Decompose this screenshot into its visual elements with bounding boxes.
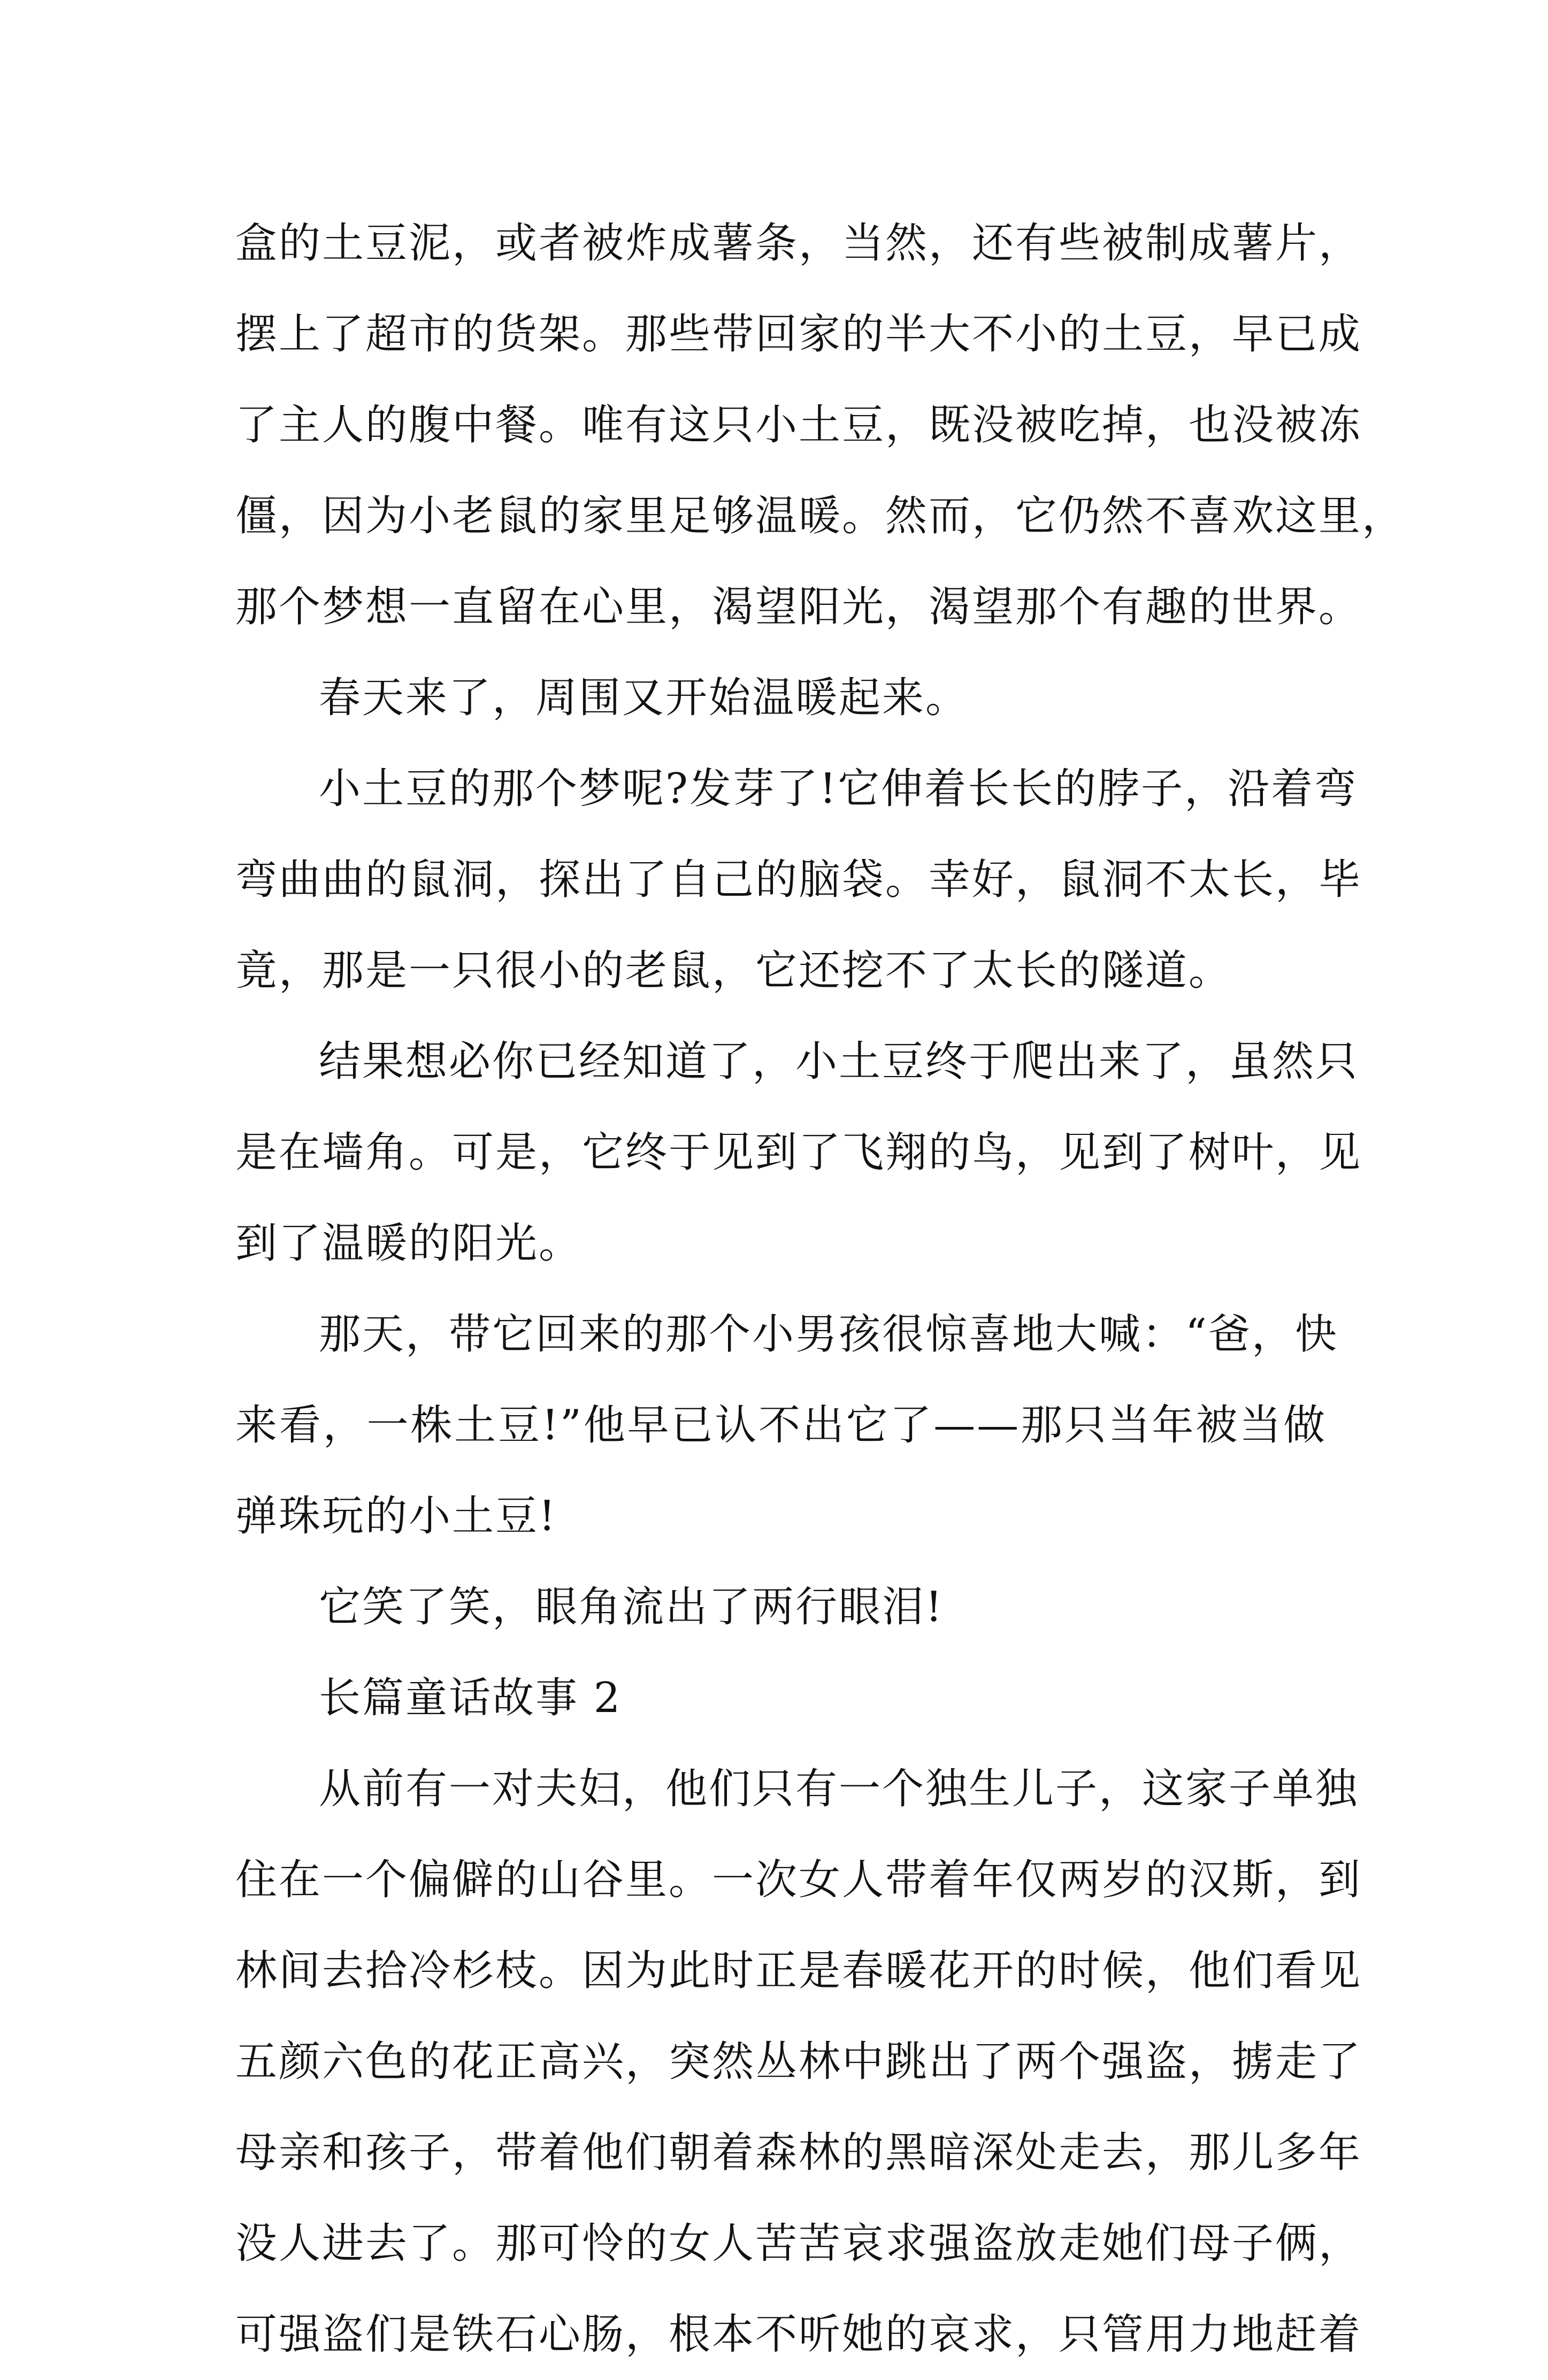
paragraph-first-line: 那天，带它回来的那个小男孩很惊喜地大喊：“爸，快 bbox=[319, 1310, 1338, 1358]
paragraph-first-line: 从前有一对夫妇，他们只有一个独生儿子，这家子单独 bbox=[319, 1765, 1359, 1813]
text-line: 到了温暖的阳光。 bbox=[235, 1219, 583, 1268]
text-line: 弯曲曲的鼠洞，探出了自己的脑袋。幸好，鼠洞不太长，毕 bbox=[235, 856, 1362, 904]
paragraph-first-line: 小土豆的那个梦呢?发芽了!它伸着长长的脖子，沿着弯 bbox=[319, 765, 1358, 813]
text-line: 盒的土豆泥，或者被炸成薯条，当然，还有些被制成薯片， bbox=[235, 219, 1362, 267]
text-line: 那个梦想一直留在心里，渴望阳光，渴望那个有趣的世界。 bbox=[235, 583, 1362, 631]
text-line: 林间去拾冷杉枝。因为此时正是春暖花开的时候，他们看见 bbox=[235, 1947, 1362, 1995]
text-line: 僵，因为小老鼠的家里足够温暖。然而，它仍然不喜欢这里， bbox=[235, 492, 1406, 540]
text-line: 来看，一株土豆!”他早已认不出它了——那只当年被当做 bbox=[235, 1401, 1327, 1449]
text-line: 五颜六色的花正高兴，突然丛林中跳出了两个强盗，掳走了 bbox=[235, 2038, 1362, 2086]
text-line: 母亲和孩子，带着他们朝着森林的黑暗深处走去，那儿多年 bbox=[235, 2129, 1362, 2177]
paragraph-first-line: 长篇童话故事 2 bbox=[319, 1674, 622, 1722]
text-line: 是在墙角。可是，它终于见到了飞翔的鸟，见到了树叶，见 bbox=[235, 1128, 1362, 1177]
paragraph-first-line: 结果想必你已经知道了，小土豆终于爬出来了，虽然只 bbox=[319, 1038, 1359, 1086]
text-line: 竟，那是一只很小的老鼠，它还挖不了太长的隧道。 bbox=[235, 947, 1232, 995]
text-line: 可强盗们是铁石心肠，根本不听她的哀求，只管用力地赶着 bbox=[235, 2310, 1362, 2359]
text-line: 摆上了超市的货架。那些带回家的半大不小的土豆，早已成 bbox=[235, 310, 1362, 358]
text-line: 没人进去了。那可怜的女人苦苦哀求强盗放走她们母子俩， bbox=[235, 2220, 1362, 2268]
document-body bbox=[235, 198, 1406, 2380]
text-line: 了主人的腹中餐。唯有这只小土豆，既没被吃掉，也没被冻 bbox=[235, 401, 1362, 449]
paragraph-first-line: 它笑了笑，眼角流出了两行眼泪! bbox=[319, 1583, 944, 1631]
paragraph-first-line: 春天来了，周围又开始温暖起来。 bbox=[319, 674, 969, 722]
text-line: 弹珠玩的小土豆! bbox=[235, 1492, 557, 1540]
text-line: 住在一个偏僻的山谷里。一次女人带着年仅两岁的汉斯，到 bbox=[235, 1856, 1362, 1904]
